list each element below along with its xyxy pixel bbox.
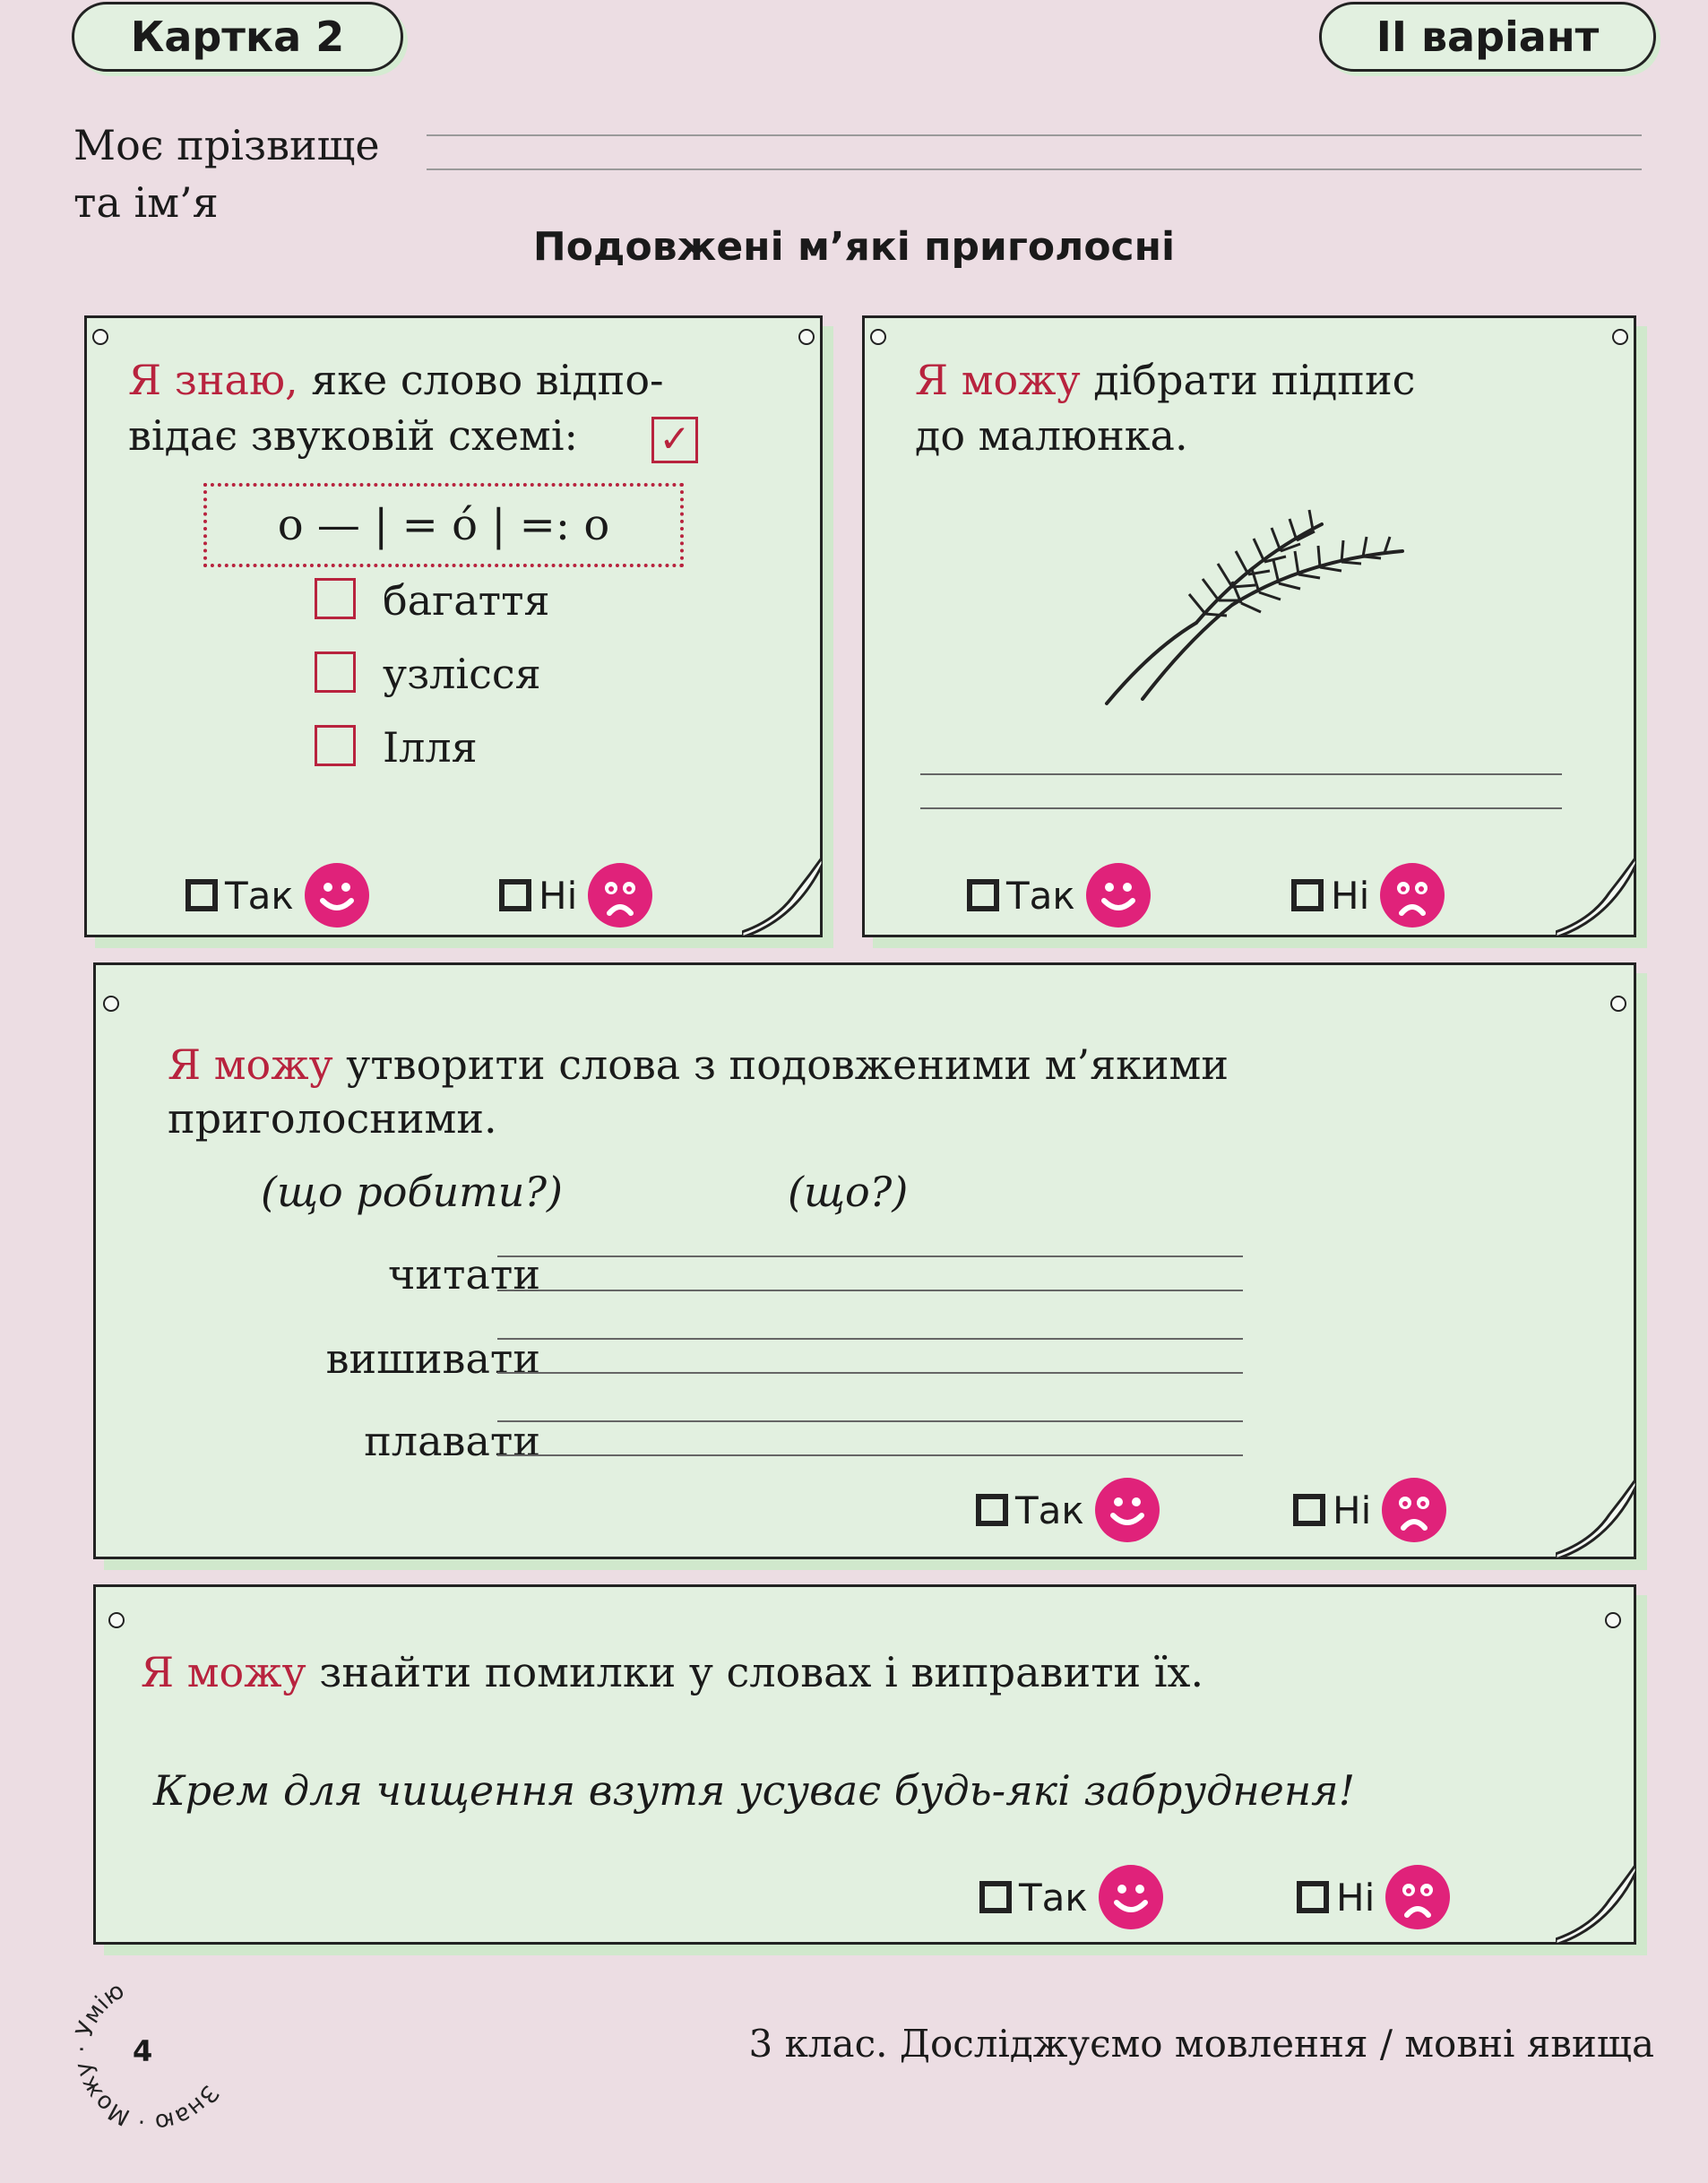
rating-yes-label: Так <box>1006 873 1075 918</box>
pin-hole <box>1612 329 1628 345</box>
name-label-line2: та ім’я <box>73 178 219 227</box>
rating-yes-label: Так <box>225 873 294 918</box>
card2-lead-red: Я можу <box>915 356 1081 404</box>
option-checkbox[interactable] <box>315 651 356 693</box>
answer-line[interactable] <box>497 1420 1243 1422</box>
sample-check-box <box>651 417 698 463</box>
name-label-line1: Моє прізвище <box>73 121 380 169</box>
card3-line2: приголосними. <box>168 1094 497 1143</box>
rating-checkbox[interactable] <box>979 1881 1012 1913</box>
rating-no[interactable] <box>1291 863 1445 928</box>
task-card-sound-scheme <box>84 315 823 937</box>
smile-icon <box>1099 1865 1163 1929</box>
option-checkbox[interactable] <box>315 725 356 766</box>
pin-hole <box>92 329 108 345</box>
card1-lead-red: Я знаю, <box>128 356 298 404</box>
task-card-word-formation <box>93 962 1636 1559</box>
column-header-noun: (що?) <box>788 1168 909 1216</box>
rating-no[interactable] <box>1293 1478 1446 1542</box>
rating-yes[interactable] <box>976 1478 1160 1542</box>
card1-lead <box>128 352 664 408</box>
answer-line[interactable] <box>497 1255 1243 1257</box>
answer-line[interactable] <box>920 773 1562 775</box>
rating-no-label: Ні <box>1333 1488 1372 1532</box>
sound-scheme-text: o — | = ó | =: o <box>277 500 610 550</box>
variant-label: II варіант <box>1376 13 1600 61</box>
rating-checkbox[interactable] <box>967 879 999 911</box>
pin-hole <box>1610 996 1626 1012</box>
rating-no[interactable] <box>1297 1865 1450 1929</box>
rating-checkbox[interactable] <box>1297 1881 1329 1913</box>
rating-no-label: Ні <box>539 873 578 918</box>
seal-text: Знаю · Можу · Умію <box>68 1977 224 2136</box>
card2-lead <box>915 352 1415 408</box>
sad-icon <box>1380 863 1445 928</box>
option-label: узлісся <box>383 650 541 698</box>
column-header-verb: (що робити?) <box>261 1168 564 1216</box>
sound-scheme <box>203 483 684 567</box>
name-input-line-bottom[interactable] <box>427 168 1642 170</box>
rating-no-label: Ні <box>1336 1875 1376 1920</box>
check-mark-icon: ✓ <box>659 417 691 461</box>
word-label: плавати <box>364 1417 540 1465</box>
pin-hole <box>103 996 119 1012</box>
card4-lead <box>141 1644 1203 1700</box>
card1-lead-rest: яке слово відпо- <box>298 356 664 404</box>
option-label: Ілля <box>383 723 478 772</box>
card3-lead <box>168 1037 1229 1092</box>
book-title: 3 клас. Досліджуємо мовлення / мовні явища <box>748 2022 1654 2066</box>
rating-yes-label: Так <box>1015 1488 1084 1532</box>
answer-line[interactable] <box>920 807 1562 809</box>
pin-hole <box>798 329 815 345</box>
answer-line[interactable] <box>497 1338 1243 1340</box>
error-sentence: Крем для чищення взутя усуває будь-які забрудненя! <box>153 1766 1356 1815</box>
card4-lead-red: Я можу <box>141 1648 306 1696</box>
page-curl-icon <box>1556 1864 1636 1945</box>
option-label: багаття <box>383 576 550 625</box>
answer-line[interactable] <box>497 1290 1243 1291</box>
card1-line2-text: відає звуковій схемі: <box>128 411 579 460</box>
page-curl-icon <box>1556 1479 1636 1559</box>
page-number: 4 <box>133 2034 153 2068</box>
rating-no[interactable] <box>499 863 652 928</box>
page-curl-icon <box>1556 857 1636 937</box>
card3-lead-red: Я можу <box>168 1040 333 1089</box>
card2-line2: до малюнка. <box>915 411 1188 460</box>
pin-hole <box>1605 1612 1621 1628</box>
sad-icon <box>588 863 652 928</box>
rating-yes[interactable] <box>979 1865 1163 1929</box>
option-checkbox[interactable] <box>315 578 356 619</box>
wheat-illustration <box>1089 470 1429 721</box>
task-card-find-errors <box>93 1584 1636 1945</box>
page-curl-icon <box>742 857 823 937</box>
sad-icon <box>1382 1478 1446 1542</box>
answer-line[interactable] <box>497 1454 1243 1456</box>
card3-lead-rest: утворити слова з подовженими м’якими <box>332 1040 1229 1089</box>
card2-lead-rest: дібрати підпис <box>1080 356 1416 404</box>
word-label: вишивати <box>325 1334 540 1383</box>
name-input-line-top[interactable] <box>427 134 1642 136</box>
rating-yes[interactable] <box>967 863 1151 928</box>
rating-checkbox[interactable] <box>976 1494 1008 1526</box>
rating-checkbox[interactable] <box>1291 879 1324 911</box>
rating-no-label: Ні <box>1331 873 1370 918</box>
card1-line2 <box>128 408 578 463</box>
smile-icon <box>305 863 369 928</box>
rating-checkbox[interactable] <box>185 879 218 911</box>
name-field-label <box>73 116 380 231</box>
pin-hole <box>108 1612 125 1628</box>
rating-yes[interactable] <box>185 863 369 928</box>
pin-hole <box>870 329 886 345</box>
section-title: Подовжені м’які приголосні <box>532 224 1176 270</box>
sad-icon <box>1385 1865 1450 1929</box>
rating-yes-label: Так <box>1019 1875 1088 1920</box>
rating-checkbox[interactable] <box>499 879 531 911</box>
variant-badge <box>1319 2 1656 72</box>
card-number-label: Картка 2 <box>130 13 345 61</box>
card4-lead-rest: знайти помилки у словах і виправити їх. <box>306 1648 1204 1696</box>
word-label: читати <box>387 1250 540 1299</box>
smile-icon <box>1095 1478 1160 1542</box>
answer-line[interactable] <box>497 1372 1243 1374</box>
task-card-picture-caption <box>862 315 1636 937</box>
card-number-badge <box>72 2 403 72</box>
rating-checkbox[interactable] <box>1293 1494 1325 1526</box>
smile-icon <box>1086 863 1151 928</box>
